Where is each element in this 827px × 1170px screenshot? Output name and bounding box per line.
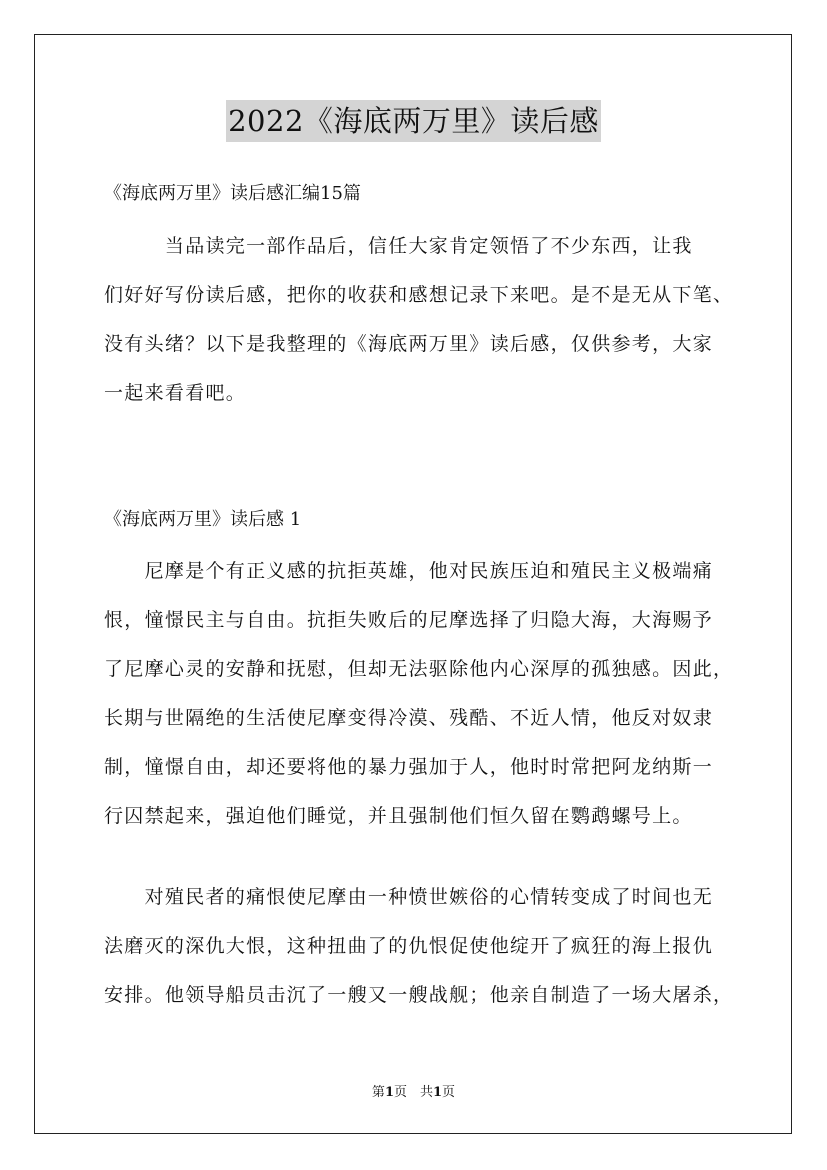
paragraph-line: 行囚禁起来，强迫他们睡觉，并且强制他们恒久留在鹦鹉螺号上。: [104, 805, 693, 827]
body-paragraph-1: [104, 547, 738, 841]
footer-page-number: 1: [384, 1085, 394, 1100]
title-text: 2022《海底两万里》读后感: [226, 100, 601, 142]
footer-page-mid: 页 共: [393, 1085, 433, 1100]
paragraph-line: 对殖民者的痛恨使尼摩由一种愤世嫉俗的心情转变成了时间也无: [104, 886, 714, 908]
paragraph-line: 法磨灭的深仇大恨，这种扭曲了的仇恨促使他绽开了疯狂的海上报仇: [104, 935, 714, 957]
paragraph-line: 制，憧憬自由，却还要将他的暴力强加于人，他时时常把阿龙纳斯一: [104, 756, 714, 778]
paragraph-line: 恨，憧憬民主与自由。抗拒失败后的尼摩选择了归隐大海，大海赐予: [104, 609, 714, 631]
intro-paragraph: [104, 222, 738, 418]
paragraph-line: 了尼摩心灵的安静和抚慰，但却无法驱除他内心深厚的孤独感。因此，: [104, 658, 734, 680]
body-paragraph-2: [104, 873, 738, 1020]
intro-line: 们好好写份读后感，把你的收获和感想记录下来吧。是不是无从下笔、: [104, 284, 734, 306]
paragraph-line: 长期与世隔绝的生活使尼摩变得冷漠、残酷、不近人情，他反对奴隶: [104, 707, 714, 729]
page-footer: [0, 1085, 827, 1101]
document-subtitle: 《海底两万里》读后感汇编15篇: [104, 183, 361, 204]
section-heading: 《海底两万里》读后感 1: [104, 509, 302, 530]
paragraph-line: 尼摩是个有正义感的抗拒英雄，他对民族压迫和殖民主义极端痛: [104, 560, 714, 582]
intro-line: 当品读完一部作品后，信任大家肯定领悟了不少东西，让我: [104, 235, 693, 257]
footer-page-prefix: 第: [371, 1085, 385, 1100]
intro-line: 没有头绪？以下是我整理的《海底两万里》读后感，仅供参考，大家: [104, 333, 714, 355]
paragraph-line: 安排。他领导船员击沉了一艘又一艘战舰；他亲自制造了一场大屠杀，: [104, 984, 734, 1006]
document-title: [0, 100, 827, 142]
footer-page-suffix: 页: [442, 1085, 456, 1100]
intro-line: 一起来看看吧。: [104, 382, 247, 404]
footer-page-total: 1: [433, 1085, 443, 1100]
